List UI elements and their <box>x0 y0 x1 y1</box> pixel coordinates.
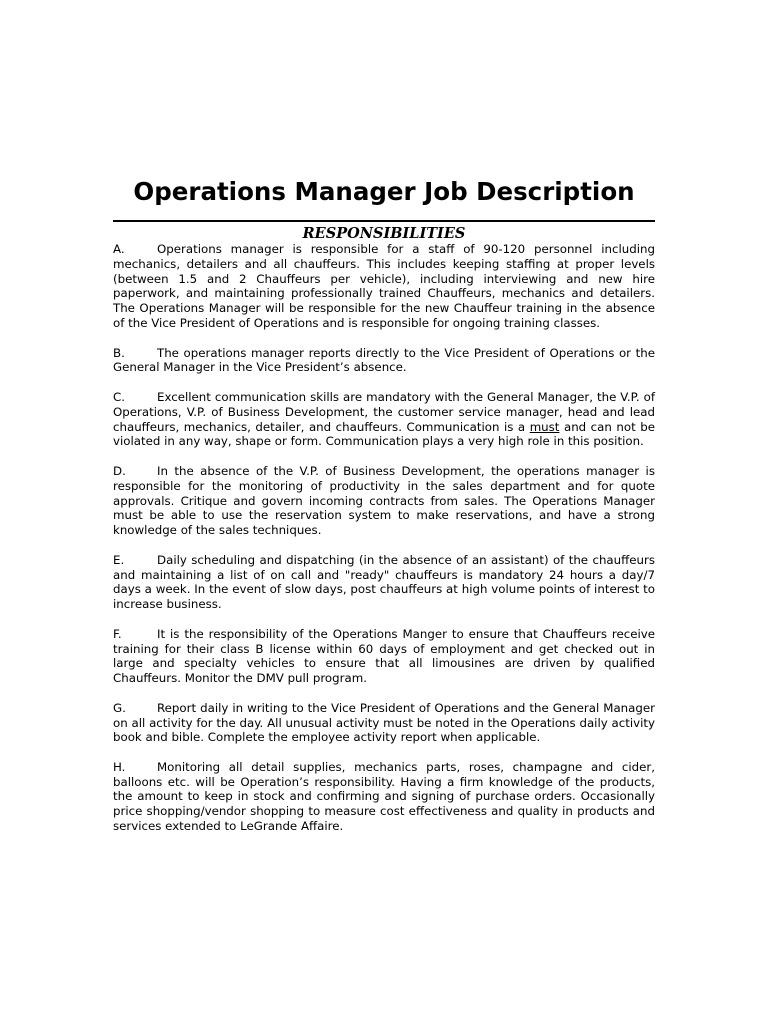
item-letter: A. <box>113 242 125 256</box>
item-letter: F. <box>113 626 122 641</box>
responsibility-item-a <box>113 242 655 331</box>
item-text: Daily scheduling and dispatching (in the absence of an assistant) of the chauffeurs and maintaining a list of on call and "ready" chauffeurs is mandatory 24 hours a day/7 days a week. In the event of slow days, post chauffeurs at high volume points of interest to increase business. <box>113 552 655 612</box>
section-heading: RESPONSIBILITIES <box>302 225 466 242</box>
item-letter: E. <box>113 552 125 567</box>
responsibilities-list <box>113 242 655 849</box>
responsibility-item-d <box>113 464 655 538</box>
responsibility-item-e <box>113 553 655 612</box>
item-text: The operations manager reports directly to the Vice President of Operations or the General Manager in the Vice President’s absence. <box>113 345 655 375</box>
responsibility-item-h <box>113 760 655 834</box>
document-title: Operations Manager Job Description <box>133 177 635 206</box>
responsibility-item-g <box>113 701 655 745</box>
emphasized-word: must <box>529 419 560 434</box>
item-letter: C. <box>113 389 125 404</box>
item-text: Excellent communication skills are mandatory with the General Manager, the V.P. of Operations, V.P. of Business Development, the customer service manager, head and lead chauffeurs, mechanics, detailer, and chauffeurs. Communication is a <box>113 389 655 434</box>
item-letter: H. <box>113 759 126 774</box>
item-text: Report daily in writing to the Vice President of Operations and the General Manager on all activity for the day. All unusual activity must be noted in the Operations daily activity book and bible. Complete the employee activity report when applicable. <box>113 700 655 745</box>
responsibility-item-f <box>113 627 655 686</box>
item-text: In the absence of the V.P. of Business Development, the operations manager is responsible for the monitoring of productivity in the sales department and for quote approvals. Critique and govern incoming contracts from sales. The Operations Manager must be able to use the reservation system to make reservations, and have a strong knowledge of the sales techniques. <box>113 463 655 538</box>
item-letter: D. <box>113 463 126 478</box>
responsibility-item-c <box>113 390 655 449</box>
item-text: Operations manager is responsible for a staff of 90-120 personnel including mechanics, detailers and all chauffeurs. This includes keeping staffing at proper levels (between 1.5 and 2 Chauffeurs per vehicle), including interviewing and new hire paperwork, and maintaining professionally trained Chauffeurs, mechanics and detailers. The Operations Manager will be responsible for the new Chauffeur training in the absence of the Vice President of Operations and is responsible for ongoing training classes. <box>113 242 655 330</box>
item-text-continued: and can not be violated in any way, shape or form. Communication plays a very high role in this position. <box>113 419 655 449</box>
responsibility-item-b <box>113 346 655 376</box>
title-divider <box>113 220 655 222</box>
item-text: Monitoring all detail supplies, mechanics parts, roses, champagne and cider, balloons etc. will be Operation’s responsibility. Having a firm knowledge of the products, the amount to keep in stock and confirming and signing of purchase orders. Occasionally price shopping/vendor shopping to measure cost effectiveness and quality in products and services extended to LeGrande Affaire. <box>113 759 655 834</box>
item-letter: B. <box>113 345 125 360</box>
item-letter: G. <box>113 700 126 715</box>
item-text: It is the responsibility of the Operations Manger to ensure that Chauffeurs receive training for their class B license within 60 days of employment and get checked out in large and specialty vehicles to ensure that all limousines are driven by qualified Chauffeurs. Monitor the DMV pull program. <box>113 626 655 686</box>
